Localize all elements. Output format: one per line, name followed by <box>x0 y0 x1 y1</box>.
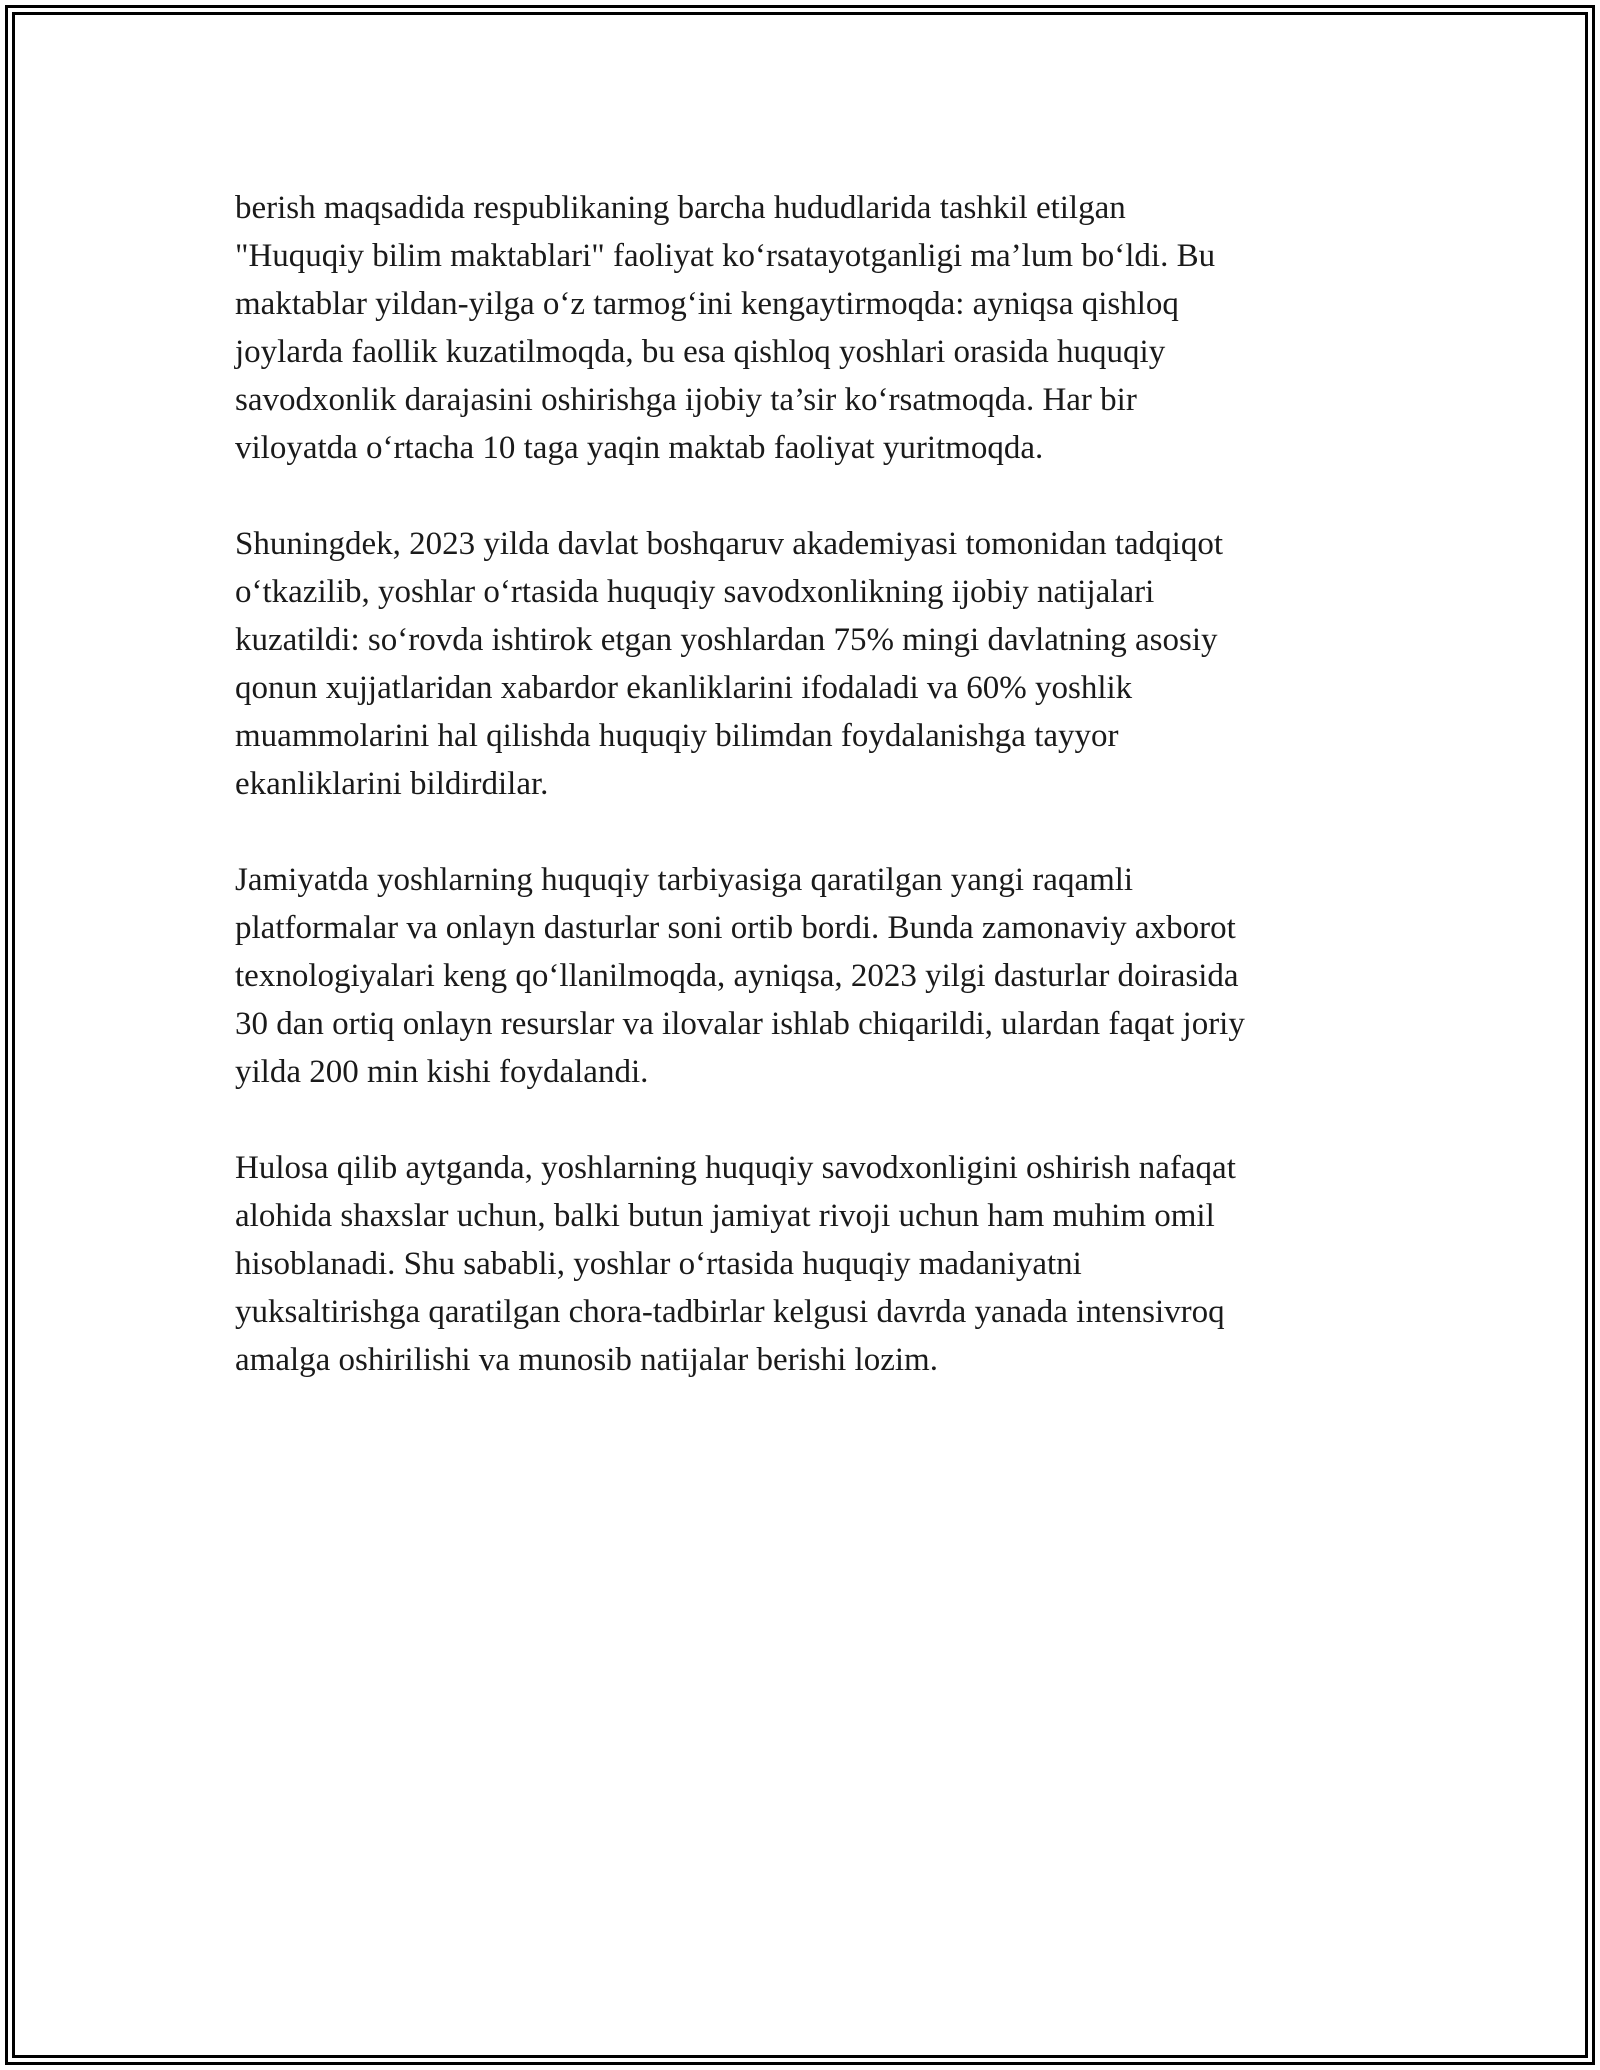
paragraph-3 <box>235 856 1375 1096</box>
text-line: "Huquqiy bilim maktablari" faoliyat ko‘rsatayotganligi ma’lum bo‘ldi. Bu <box>235 238 1216 274</box>
text-line: ekanliklarini bildirdilar. <box>235 766 549 802</box>
text-line: qonun xujjatlaridan xabardor ekanliklarini ifodaladi va 60% yoshlik <box>235 670 1133 706</box>
text-line: savodxonlik darajasini oshirishga ijobiy ta’sir ko‘rsatmoqda. Har bir <box>235 382 1137 418</box>
text-line: berish maqsadida respublikaning barcha hududlarida tashkil etilgan <box>235 190 1126 226</box>
document-body <box>235 184 1375 1432</box>
text-line: hisoblanadi. Shu sababli, yoshlar o‘rtasida huquqiy madaniyatni <box>235 1246 1082 1282</box>
text-line: Hulosa qilib aytganda, yoshlarning huquqiy savodxonligini oshirish nafaqat <box>235 1150 1236 1186</box>
text-line: amalga oshirilishi va munosib natijalar berishi lozim. <box>235 1342 938 1378</box>
text-line: kuzatildi: so‘rovda ishtirok etgan yoshlardan 75% mingi davlatning asosiy <box>235 622 1218 658</box>
text-line: alohida shaxslar uchun, balki butun jamiyat rivoji uchun ham muhim omil <box>235 1198 1215 1234</box>
paragraph-2 <box>235 520 1375 808</box>
text-line: yilda 200 min kishi foydalandi. <box>235 1054 649 1090</box>
text-line: joylarda faollik kuzatilmoqda, bu esa qishloq yoshlari orasida huquqiy <box>235 334 1166 370</box>
paragraph-4 <box>235 1144 1375 1384</box>
text-line: Shuningdek, 2023 yilda davlat boshqaruv akademiyasi tomonidan tadqiqot <box>235 526 1224 562</box>
text-line: maktablar yildan-yilga o‘z tarmog‘ini kengaytirmoqda: ayniqsa qishloq <box>235 286 1179 322</box>
text-line: 30 dan ortiq onlayn resurslar va ilovalar ishlab chiqarildi, ulardan faqat joriy <box>235 1006 1245 1042</box>
text-line: muammolarini hal qilishda huquqiy bilimdan foydalanishga tayyor <box>235 718 1119 754</box>
paragraph-1 <box>235 184 1375 472</box>
text-line: o‘tkazilib, yoshlar o‘rtasida huquqiy savodxonlikning ijobiy natijalari <box>235 574 1155 610</box>
text-line: Jamiyatda yoshlarning huquqiy tarbiyasiga qaratilgan yangi raqamli <box>235 862 1134 898</box>
text-line: yuksaltirishga qaratilgan chora-tadbirlar kelgusi davrda yanada intensivroq <box>235 1294 1225 1330</box>
text-line: viloyatda o‘rtacha 10 taga yaqin maktab faoliyat yuritmoqda. <box>235 430 1044 466</box>
text-line: platformalar va onlayn dasturlar soni ortib bordi. Bunda zamonaviy axborot <box>235 910 1236 946</box>
text-line: texnologiyalari keng qo‘llanilmoqda, ayniqsa, 2023 yilgi dasturlar doirasida <box>235 958 1239 994</box>
